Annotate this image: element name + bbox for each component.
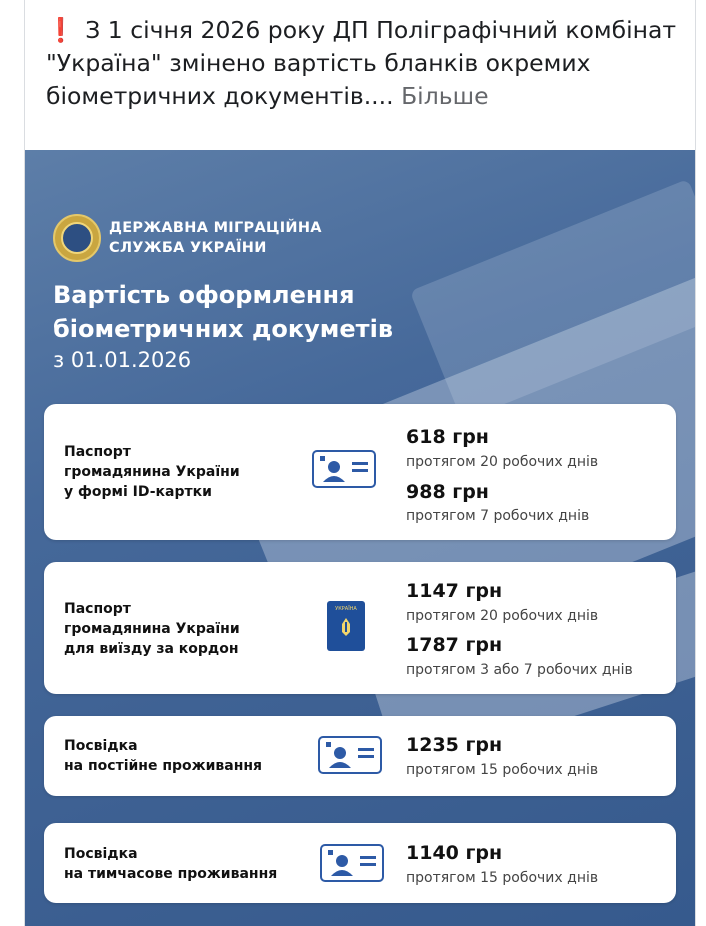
price-value: 618 грн: [406, 426, 489, 448]
feed-border-right: [695, 0, 696, 926]
price-value: 988 грн: [406, 481, 489, 503]
document-name: Паспорт громадянина України у формі ID-картки: [64, 444, 240, 500]
processing-term: протягом 15 робочих днів: [406, 870, 599, 886]
post-image[interactable]: [25, 150, 695, 926]
price-card-temporary-residence: [44, 823, 676, 903]
price-value: 1235 грн: [406, 734, 503, 756]
post-text: [46, 14, 686, 113]
passport-book-icon: [326, 600, 366, 652]
see-more-link[interactable]: Більше: [401, 82, 489, 110]
document-name: Посвідка на постійне проживання: [64, 738, 263, 774]
document-name: Посвідка на тимчасове проживання: [64, 846, 278, 882]
document-name: Паспорт громадянина України для виїзду за кордон: [64, 601, 240, 657]
price-card-permanent-residence: [44, 716, 676, 796]
post-body: З 1 січня 2026 року ДП Поліграфічний комбінат "Україна" змінено вартість бланків окремих біометричних документів....: [46, 16, 677, 110]
org-name: ДЕРЖАВНА МІГРАЦІЙНА СЛУЖБА УКРАЇНИ: [109, 220, 322, 256]
id-card-icon: [320, 844, 384, 882]
price-card-foreign-passport: [44, 562, 676, 694]
id-card-icon: [318, 736, 382, 774]
effective-date: з 01.01.2026: [53, 348, 192, 372]
price-value: 1140 грн: [406, 842, 503, 864]
dmsu-emblem-icon: [53, 214, 101, 262]
processing-term: протягом 15 робочих днів: [406, 762, 599, 778]
processing-term: протягом 20 робочих днів: [406, 454, 599, 470]
processing-term: протягом 7 робочих днів: [406, 508, 590, 524]
price-value: 1787 грн: [406, 634, 503, 656]
infographic-title: Вартість оформлення біометричних докуметів: [53, 281, 394, 343]
svg-text:УКРАЇНА: УКРАЇНА: [335, 606, 357, 612]
price-value: 1147 грн: [406, 580, 503, 602]
processing-term: протягом 20 робочих днів: [406, 608, 599, 624]
price-card-id-passport: [44, 404, 676, 540]
processing-term: протягом 3 або 7 робочих днів: [406, 662, 633, 678]
id-card-icon: [312, 450, 376, 488]
exclamation-icon: ❗: [46, 16, 76, 44]
